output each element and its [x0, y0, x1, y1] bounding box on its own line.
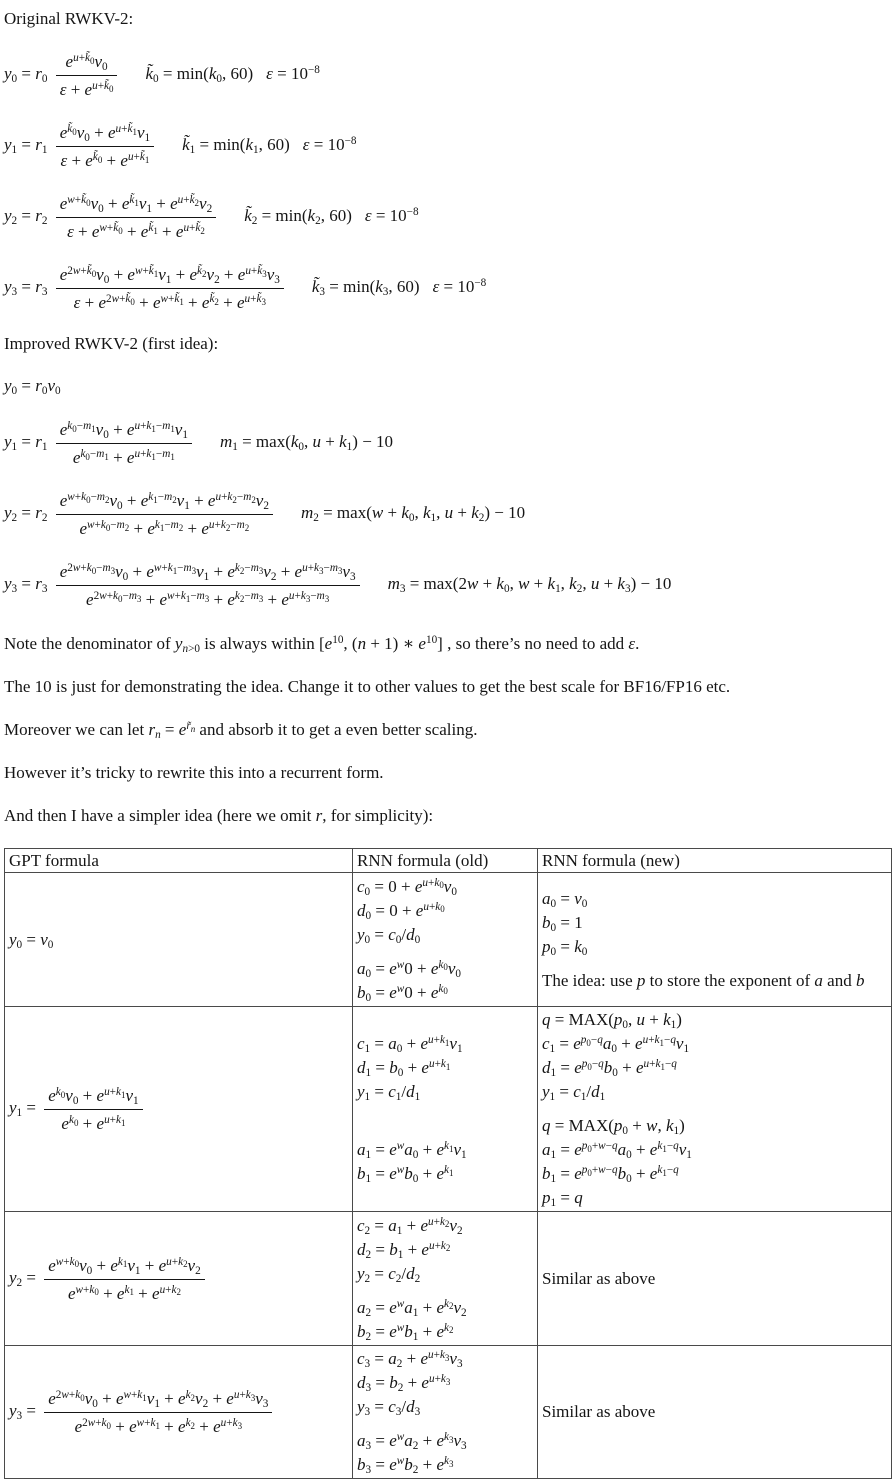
formula-improved-y2: $y_2 = r_2$ $\frac{e^{w+k_0-m_2}v_0 + e^{k_1-m_2}v_1 + e^{u+k_2-m_2}v_2}{e^{w+k_0-m_2} + e^{k_1-m_2} + e^{u+k_2-m_2}}$ $m_2 = \max(w + k_0$, $k_1$, $u + k_2) - 10$: [4, 488, 888, 540]
formula-original-y1: $y_1 = r_1$ $\frac{e^{k̃_0}v_0 + e^{u+k̃_1}v_1}{\varepsilon + e^{k̃_0} + e^{u+k̃_1}}$ $k̃_1 = \min(k_1$, 60) $\varepsilon = 10^{-8}$: [4, 120, 888, 172]
cell-y1-rnn-new: $q = MAX(p_0$, $u + k_1$) $c_1 = e^{p_0-q}a_0 + e^{u+k_1-q}v_1$ $d_1 = e^{p_0-q}b_0 + e^{u+k_1-q}$ $y_1 = c_1/d_1$ $q = MAX(p_0 + w$, $k_1$) $a_1 = e^{p_0+w-q}a_0 + e^{k_1-q}v_1$ $b_1 = e^{p_0+w-q}b_0 + e^{k_1-q}$ $p_1 = q$: [538, 1007, 892, 1212]
formula-original-y3: $y_3 = r_3$ $\frac{e^{2w+k̃_0}v_0 + e^{w+k̃_1}v_1 + e^{k̃_2}v_2 + e^{u+k̃_3}v_3}{\varepsilon + e^{2w+k̃_0} + e^{w+k̃_1} + e^{k̃_2} + e^{u+k̃_3}}$ $k̃_3 = \min(k_3$, 60) $\varepsilon = 10^{-8}$: [4, 262, 888, 314]
paragraph-simpler-idea: And then I have a simpler idea (here we omit r, for simplicity):: [4, 806, 434, 825]
formula-improved-y0: $y_0 = r_0v_0$: [4, 376, 61, 398]
table-row-y2: [5, 1212, 892, 1346]
formula-original-y0: $y_0 = r_0$ $\frac{e^{u+k̃_0}v_0}{\varepsilon + e^{u+k̃_0}}$ $k̃_0 = \min(k_0$, 60) $\varepsilon = 10^{-8}$: [4, 49, 888, 101]
cell-y1-gpt: $y_1$ = $\frac{e^{k_0}v_0 + e^{u+k_1}v_1}{e^{k_0} + e^{u+k_1}}$: [5, 1007, 353, 1212]
formula-comparison-table: [4, 848, 892, 1479]
cell-y2-gpt: $y_2$ = $\frac{e^{w+k_0}v_0 + e^{k_1}v_1 + e^{u+k_2}v_2}{e^{w+k_0} + e^{k_1} + e^{u+k_2}}$: [5, 1212, 353, 1346]
cell-y3-gpt: $y_3$ = $\frac{e^{2w+k_0}v_0 + e^{w+k_1}v_1 + e^{k_2}v_2 + e^{u+k_3}v_3}{e^{2w+k_0} + e^{w+k_1} + e^{k_2} + e^{u+k_3}}$: [5, 1346, 353, 1479]
cell-y3-rnn-old: $c_3 = a_2 + e^{u+k_3}v_3$ $d_3 = b_2 + e^{u+k_3}$ $y_3 = c_3/d_3$ $a_3 = e^wa_2 + e^{k_3}v_3$ $b_3 = e^wb_2 + e^{k_3}$: [353, 1346, 538, 1479]
cell-y3-rnn-new: Similar as above: [538, 1346, 892, 1479]
paragraph-absorb-note: Moreover we can let $r_n = e^{r̃_n}$ and absorb it to get a even better scaling.: [4, 720, 478, 742]
formula-improved-y3: $y_3 = r_3$ $\frac{e^{2w+k_0-m_3}v_0 + e^{w+k_1-m_3}v_1 + e^{k_2-m_3}v_2 + e^{u+k_3-m_3}v_3}{e^{2w+k_0-m_3} + e^{w+k_1-m_3} + e^{k_2-m_3} + e^{u+k_3-m_3}}$ $m_3 = \max(2w + k_0$, $w + k_1$, $k_2$, $u + k_3) - 10$: [4, 559, 888, 611]
table-row-y0: [5, 873, 892, 1007]
paragraph-scale-note: The 10 is just for demonstrating the idea. Change it to other values to get the best scale for BF16/FP16 etc.: [4, 677, 731, 696]
heading-improved-rwkv2: Improved RWKV-2 (first idea):: [4, 334, 219, 353]
table-header-row: [5, 849, 892, 873]
cell-y2-rnn-new: Similar as above: [538, 1212, 892, 1346]
formula-improved-y1: $y_1 = r_1$ $\frac{e^{k_0-m_1}v_0 + e^{u+k_1-m_1}v_1}{e^{k_0-m_1} + e^{u+k_1-m_1}}$ $m_1 = \max(k_0$, $u + k_1) - 10$: [4, 417, 888, 469]
table-row-y3: [5, 1346, 892, 1479]
cell-y1-rnn-old: $c_1 = a_0 + e^{u+k_1}v_1$ $d_1 = b_0 + e^{u+k_1}$ $y_1 = c_1/d_1$ $a_1 = e^wa_0 + e^{k_1}v_1$ $b_1 = e^wb_0 + e^{k_1}$: [353, 1007, 538, 1212]
cell-y2-rnn-old: $c_2 = a_1 + e^{u+k_2}v_2$ $d_2 = b_1 + e^{u+k_2}$ $y_2 = c_2/d_2$ $a_2 = e^wa_1 + e^{k_2}v_2$ $b_2 = e^wb_1 + e^{k_2}$: [353, 1212, 538, 1346]
col-header-rnn-formula-new: RNN formula (new): [538, 849, 892, 873]
table-row-y1: [5, 1007, 892, 1212]
cell-y0-gpt: $y_0 = v_0$: [5, 873, 353, 1007]
col-header-rnn-formula-old: RNN formula (old): [353, 849, 538, 873]
paragraph-denominator-note: Note the denominator of $y_{n>0}$ is always within [$e^{10}$, (n + 1) ∗ $e^{10}$] , so there’s no need to add ε.: [4, 634, 640, 656]
cell-y0-rnn-old: $c_0 = 0 + e^{u+k_0}v_0$ $d_0 = 0 + e^{u+k_0}$ $y_0 = c_0/d_0$ $a_0 = e^w0 + e^{k_0}v_0$ $b_0 = e^w0 + e^{k_0}$: [353, 873, 538, 1007]
paragraph-recurrent-note: However it’s tricky to rewrite this into a recurrent form.: [4, 763, 384, 782]
cell-y0-rnn-new: $a_0 = v_0$ $b_0 = 1$ $p_0 = k_0$ The idea: use p to store the exponent of a and b: [538, 873, 892, 1007]
formula-original-y2: $y_2 = r_2$ $\frac{e^{w+k̃_0}v_0 + e^{k̃_1}v_1 + e^{u+k̃_2}v_2}{\varepsilon + e^{w+k̃_0} + e^{k̃_1} + e^{u+k̃_2}}$ $k̃_2 = \min(k_2$, 60) $\varepsilon = 10^{-8}$: [4, 191, 888, 243]
col-header-gpt-formula: GPT formula: [5, 849, 353, 873]
heading-original-rwkv2: Original RWKV-2:: [4, 9, 134, 28]
